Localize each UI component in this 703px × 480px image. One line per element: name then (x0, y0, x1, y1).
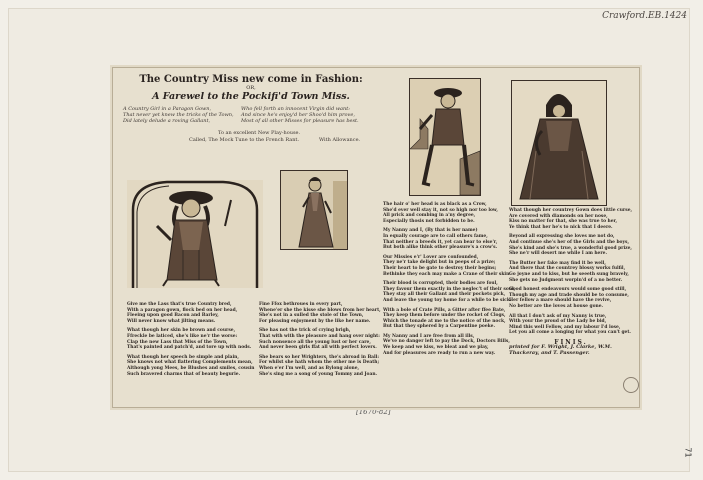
verse-line: With your the proud of the Lady be bid, (509, 319, 607, 325)
verse-line: But both alike think other pleasure's a crow's. (383, 245, 498, 251)
intro-line: Most of all other Misses for pleasure has best. (241, 118, 359, 124)
imprint-line: printed for F. Wright, J. Clarke, W.M. Thackeray, and T. Passenger. (509, 344, 612, 357)
verse-line: Such bravered charms that of beauty begurie. (127, 371, 241, 377)
verse-line: That's painted and patch'd, and tore up with nods. (127, 345, 252, 351)
ballad-sheet (112, 67, 640, 408)
verse-line: Kiss no matter for that, she was true to her, (509, 219, 618, 225)
ballad-subtitle: A Farewel to the Pockifi'd Town Miss. (152, 91, 350, 102)
verse-line: She has not the trick of crying brigh, (259, 328, 351, 334)
verse-line: My Nanny and I, (By that is her name) (383, 228, 478, 234)
intro-line: And since he's enjoy'd her Shoo'd him prove, (241, 112, 355, 118)
finis-mark: FINIS. (554, 338, 588, 346)
verse-line: She knows not what flattering Complements mean, (127, 360, 253, 366)
stanza (127, 328, 255, 350)
woodcut-lady (280, 170, 348, 250)
verse-line: She'd ever well stay it, not so high nor too low, (383, 207, 498, 213)
verse-line: With a bole of Crate Pills, a Gitter after ffee Bate, (383, 307, 506, 313)
verse-line: Are covered with diamonds on her nose, (509, 213, 608, 219)
verse-line: Ffreckle be laticed, she's like ne'r the worse: (127, 333, 238, 339)
tune-line: To an excellent New Play-house. (218, 130, 301, 136)
verse-line: All prick and combing in a'ny degree, (383, 213, 476, 219)
date-mark: [1670-82] (356, 408, 391, 416)
verse-line: The Butter her fake may find it be well, (509, 260, 606, 266)
stanza (127, 355, 255, 377)
stanza (259, 355, 381, 377)
verse-column-1 (127, 302, 255, 381)
woodcut-townsman (409, 78, 481, 196)
verse-line: What though her countrey Gown does little curse, (509, 208, 633, 213)
verse-line: No better are the loves at house gone. (509, 303, 604, 309)
allowance-line: With Allowance. (319, 137, 361, 143)
stanza (383, 281, 516, 303)
verse-line: Such nonsence all the young lust or her care, (259, 339, 371, 345)
stanza (509, 314, 633, 336)
stanza (509, 287, 633, 309)
verse-line: She's not in a sulled the stole of the Town, (259, 313, 364, 319)
stanza (383, 228, 505, 250)
verse-line: What though her speech be simple and plain, (127, 354, 239, 360)
verse-line: Whene'er she the kisse she blows from her heart, (259, 307, 381, 313)
verse-line: Bethinke they each may make a Crane of their skin. (383, 271, 511, 277)
verse-column-2 (259, 302, 381, 381)
intro-line: That never yet knew the tricks of the Town, (123, 112, 234, 118)
verse-line: Give me the Lass that's true Country bred, (127, 302, 232, 307)
verse-line: And never been girls ffat all with perfect lovers. (259, 345, 377, 351)
stanza (383, 333, 510, 356)
verse-line: Let you all come a longing for what you can't get. (509, 330, 631, 336)
intro-line: Who fell forth an innocent Virgin did want: (241, 106, 350, 112)
verse-line: Our Missies e'r' Lover are confounded, (383, 254, 479, 260)
stanza (383, 308, 505, 330)
verse-line: Beyond all expressing she loves me not do, (509, 234, 615, 240)
stanza (509, 234, 633, 256)
verse-line: What though her skin be brown and course, (127, 328, 236, 334)
hooded-lady-figure-icon (512, 81, 606, 205)
title-block (125, 74, 377, 102)
woodcut-cavalier (127, 180, 263, 288)
verse-column-4 (509, 208, 633, 357)
verse-line: With a paragon gown, flock bed on her head, (127, 307, 238, 313)
verse-line: She gets no Judgment worpin'd of a no better. (509, 277, 623, 283)
verse-line: She bears so her Wrighters, the's abroad in Ball: (259, 354, 379, 360)
verse-line: Her fellow a mare should have the revive, (509, 298, 612, 304)
lady-figure-icon (281, 171, 347, 249)
verse-line: In equally courage are to call others fame, (383, 233, 488, 239)
stanza (259, 328, 381, 350)
side-number: 71 (683, 447, 693, 458)
verse-line: And for pleasures are ready to run a new way. (383, 350, 496, 356)
verse-line: We keep and we kiss, we bleat and we play, (383, 345, 489, 351)
stanza (383, 254, 511, 277)
verse-line: When e'er I'm well, and as Bylong alone, (259, 365, 360, 371)
verse-line: My Nanny and I are free from all ills, (383, 333, 475, 339)
verse-line: And continue she's her of the Girls and the boys, (509, 239, 630, 245)
catalog-mark: Crawford.EB.1424 (602, 11, 687, 21)
verse-line: Go joyne and to kiss, but he seeeth sung bravely, (509, 271, 629, 277)
verse-line: Though my age and trade should be to consume, (509, 292, 629, 298)
intro-line: Did lately delude a roving Gallant, (123, 118, 211, 124)
verse-line: Fine Ffox bethroues in every part, (259, 302, 343, 307)
verse-line: All that I don't ask of my Nanny is true, (509, 313, 607, 319)
library-stamp-icon (623, 377, 639, 393)
verse-line: She's sing me a song of young Tommy and Joan. (259, 371, 378, 377)
verse-line: Especially thosis not forbidden to be. (383, 218, 475, 224)
verse-column-3 (383, 202, 516, 360)
verse-line: Mind this well Fellow, and my labour I'd lose, (509, 324, 621, 330)
tune-line: Called, The Mock Tune to the French Rant. (189, 137, 300, 143)
verse-line: They favour them exactly in the neglec't of their soul, (383, 286, 516, 292)
verse-line: Ye think that her he's to nick that I deere. (509, 224, 613, 230)
cavalier-figure-icon (127, 180, 263, 288)
verse-line: The hair o' her head is as black as a Crow, (383, 202, 487, 207)
ballad-or: OR, (246, 85, 256, 91)
verse-line: Which the tonade at me to the notice of the nock, (383, 318, 506, 324)
verse-line: She's kind and she's true, a wonderful good prize, (509, 245, 632, 251)
verse-line: Will never know what jilting means. (127, 318, 216, 324)
stanza (259, 302, 381, 324)
townsman-figure-icon (410, 79, 480, 195)
intro-left (123, 106, 251, 124)
intro-right (241, 106, 369, 124)
verse-line: That with with the pleasure and hang over night: (259, 333, 380, 339)
verse-line: And there that the countrey blossy works fulfil, (509, 266, 626, 272)
stanza (383, 202, 505, 224)
woodcut-hooded-lady (511, 80, 607, 206)
verse-line: Fleeing upon good Bacon and Barley, (127, 313, 219, 319)
verse-line: Their heart to be gate to destroy their begins; (383, 265, 497, 271)
ballad-title: The Country Miss new come in Fashion: (139, 74, 363, 85)
verse-line: She ne'r will desert me while I am here. (509, 251, 607, 257)
stanza (127, 302, 255, 324)
verse-line: But that they sphered by a Carpentine poeke. (383, 324, 496, 330)
verse-line: For pleasing enjoyment by the like her name. (259, 318, 371, 324)
verse-line: They stay all their Gallant and their pockets pick, (383, 292, 506, 298)
verse-line: And leave the young toy home for a while to be sick. (383, 297, 512, 303)
stanza (509, 261, 633, 283)
verse-line: Good honest endeavours would some good still, (509, 287, 627, 293)
verse-line: We've no danger left to pay the Dock, Doctors Bills, (383, 339, 510, 345)
verse-line: That neither a breeds it, yet can bear to else'r, (383, 239, 498, 245)
verse-line: They keep them before under the rocket of Clogs, (383, 313, 506, 319)
verse-line: Clap the new Lass that Miss of the Town, (127, 339, 228, 345)
verse-line: Their blood is corrupted, their bodies are foul, (383, 281, 498, 287)
verse-line: For whilst she hath whom the other me is Death; (259, 360, 380, 366)
intro-line: A Country Girl in a Paragon Gown, (123, 106, 212, 112)
stanza (509, 208, 633, 230)
verse-line: Although yong Mees, be Blushes and smiles, cousin (127, 365, 255, 371)
verse-line: They ne'r take delight but in peeps of a prize; (383, 260, 496, 266)
